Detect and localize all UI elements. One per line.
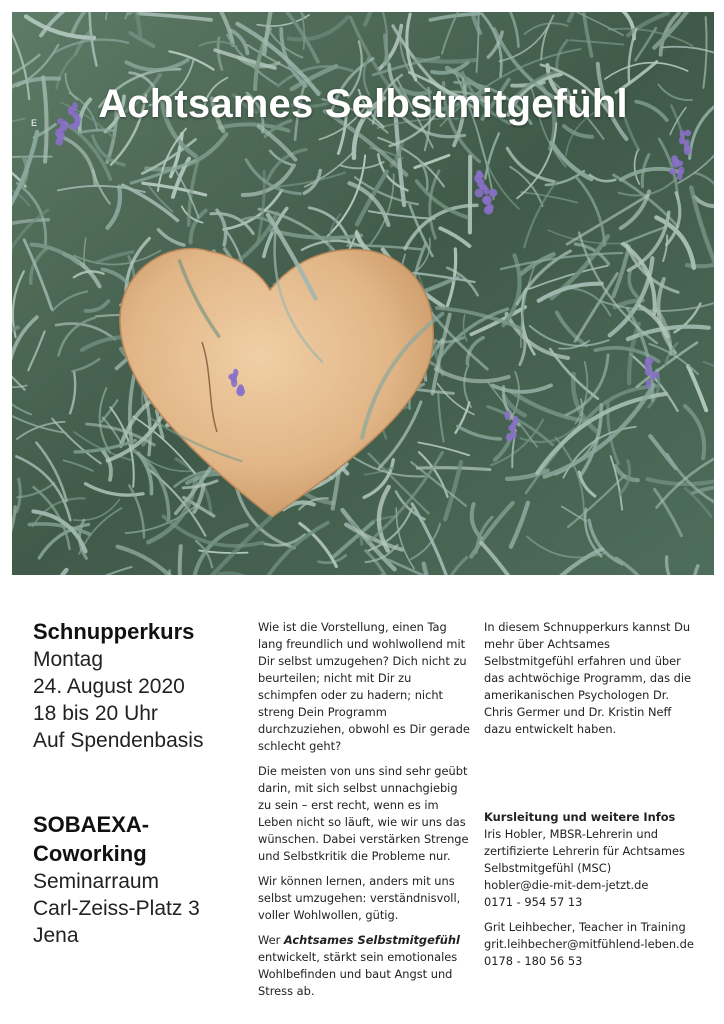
lavender-bud [475,189,484,198]
event-heading: Schnupperkurs [33,619,195,644]
venue-name-2: Coworking [33,841,147,866]
lavender-bud [56,138,64,145]
lavender-bud [684,145,692,155]
lavender-bud [484,206,493,215]
paragraph-3: Wir können lernen, anders mit uns selbst umzugehen: verständnisvoll, voller Wohlwollen, gütig. [258,874,461,922]
lavender-bud [483,195,492,205]
paragraph-1: Wie ist die Vorstellung, einen Tag lang freundlich und wohlwollend mit Dir selbst umzugehen? Dich nicht zu beurteilen; nicht mit Dir zu schimpfen oder zu hadern; nicht streng Dein Programm durchzuziehen, obwohl es Dir gerade schlecht geht? [258,620,470,753]
venue-room: Seminarraum [33,870,160,893]
poster-title: Achtsames Selbstmitgefühl [98,82,628,126]
lavender-bud [506,433,512,442]
paragraph-5: In diesem Schnupperkurs kannst Du mehr über Achtsames Selbstmitgefühl erfahren und über das achtwöchige Programm, das die amerikanischen Psychologen Dr. Chris Germer und Dr. Kristin Neff dazu entwickelt haben. [484,620,692,736]
contact-block [484,809,699,970]
lavender-bud [512,430,517,440]
lavender-bud [231,378,237,388]
person1-phone: 0171 - 954 57 13 [484,895,583,909]
person2-line1: Grit Leihbecher, Teacher in Training [484,920,686,934]
hero-photo [12,12,714,575]
lavender-bud [483,187,489,194]
lavender-bud [236,387,245,396]
description-column [258,619,473,1008]
event-date: 24. August 2020 [33,675,185,698]
person1-line1: Iris Hobler, MBSR-Lehrerin und [484,827,659,841]
lavender-bud [646,379,651,388]
paragraph-4 [258,932,473,1000]
lavender-bud [489,189,497,197]
event-details [33,617,243,949]
info-column [484,619,699,968]
person2-phone: 0178 - 180 56 53 [484,954,583,968]
lavender-bud [675,160,684,166]
lavender-bud [685,130,691,136]
lavender-bud [650,372,655,380]
contact-heading: Kursleitung und weitere Infos [484,810,676,824]
stray-letter: E [31,118,38,128]
paragraph-2: Die meisten von uns sind sehr geübt darin, mit sich selbst unnachgiebig zu sein – erst recht, wenn es im Leben nicht so läuft, wie wir uns das wünschen. Dabei verstärken Strenge und Selbstkritik die Probleme nur. [258,764,469,863]
person1-line3: Selbstmitgefühl (MSC) [484,861,612,875]
person1-line2: zertifizierte Lehrerin für Achtsames [484,844,685,858]
lavender-bud [669,168,676,174]
event-time: 18 bis 20 Uhr [33,702,158,725]
lavender-bud [505,411,511,420]
person1-email[interactable]: hobler@die-mit-dem-jetzt.de [484,878,649,892]
p4-emphasis: Achtsames Selbstmitgefühl [283,933,460,947]
person2-email[interactable]: grit.leihbecher@mitfühlend-leben.de [484,937,694,951]
lavender-bud [677,171,682,180]
event-day: Montag [33,648,104,671]
venue-name-1: SOBAEXA- [33,812,150,837]
event-price: Auf Spendenbasis [33,729,204,752]
lavender-bud [679,137,685,145]
p4-prefix: Wer [258,933,284,947]
lavender-bud [680,130,686,137]
venue-street: Carl-Zeiss-Platz 3 [33,897,200,920]
p4-suffix: entwickelt, stärkt sein emotionales Wohlbefinden und baut Angst und Stress ab. [258,950,458,998]
grass-blade [417,468,490,470]
venue-city: Jena [33,924,79,947]
